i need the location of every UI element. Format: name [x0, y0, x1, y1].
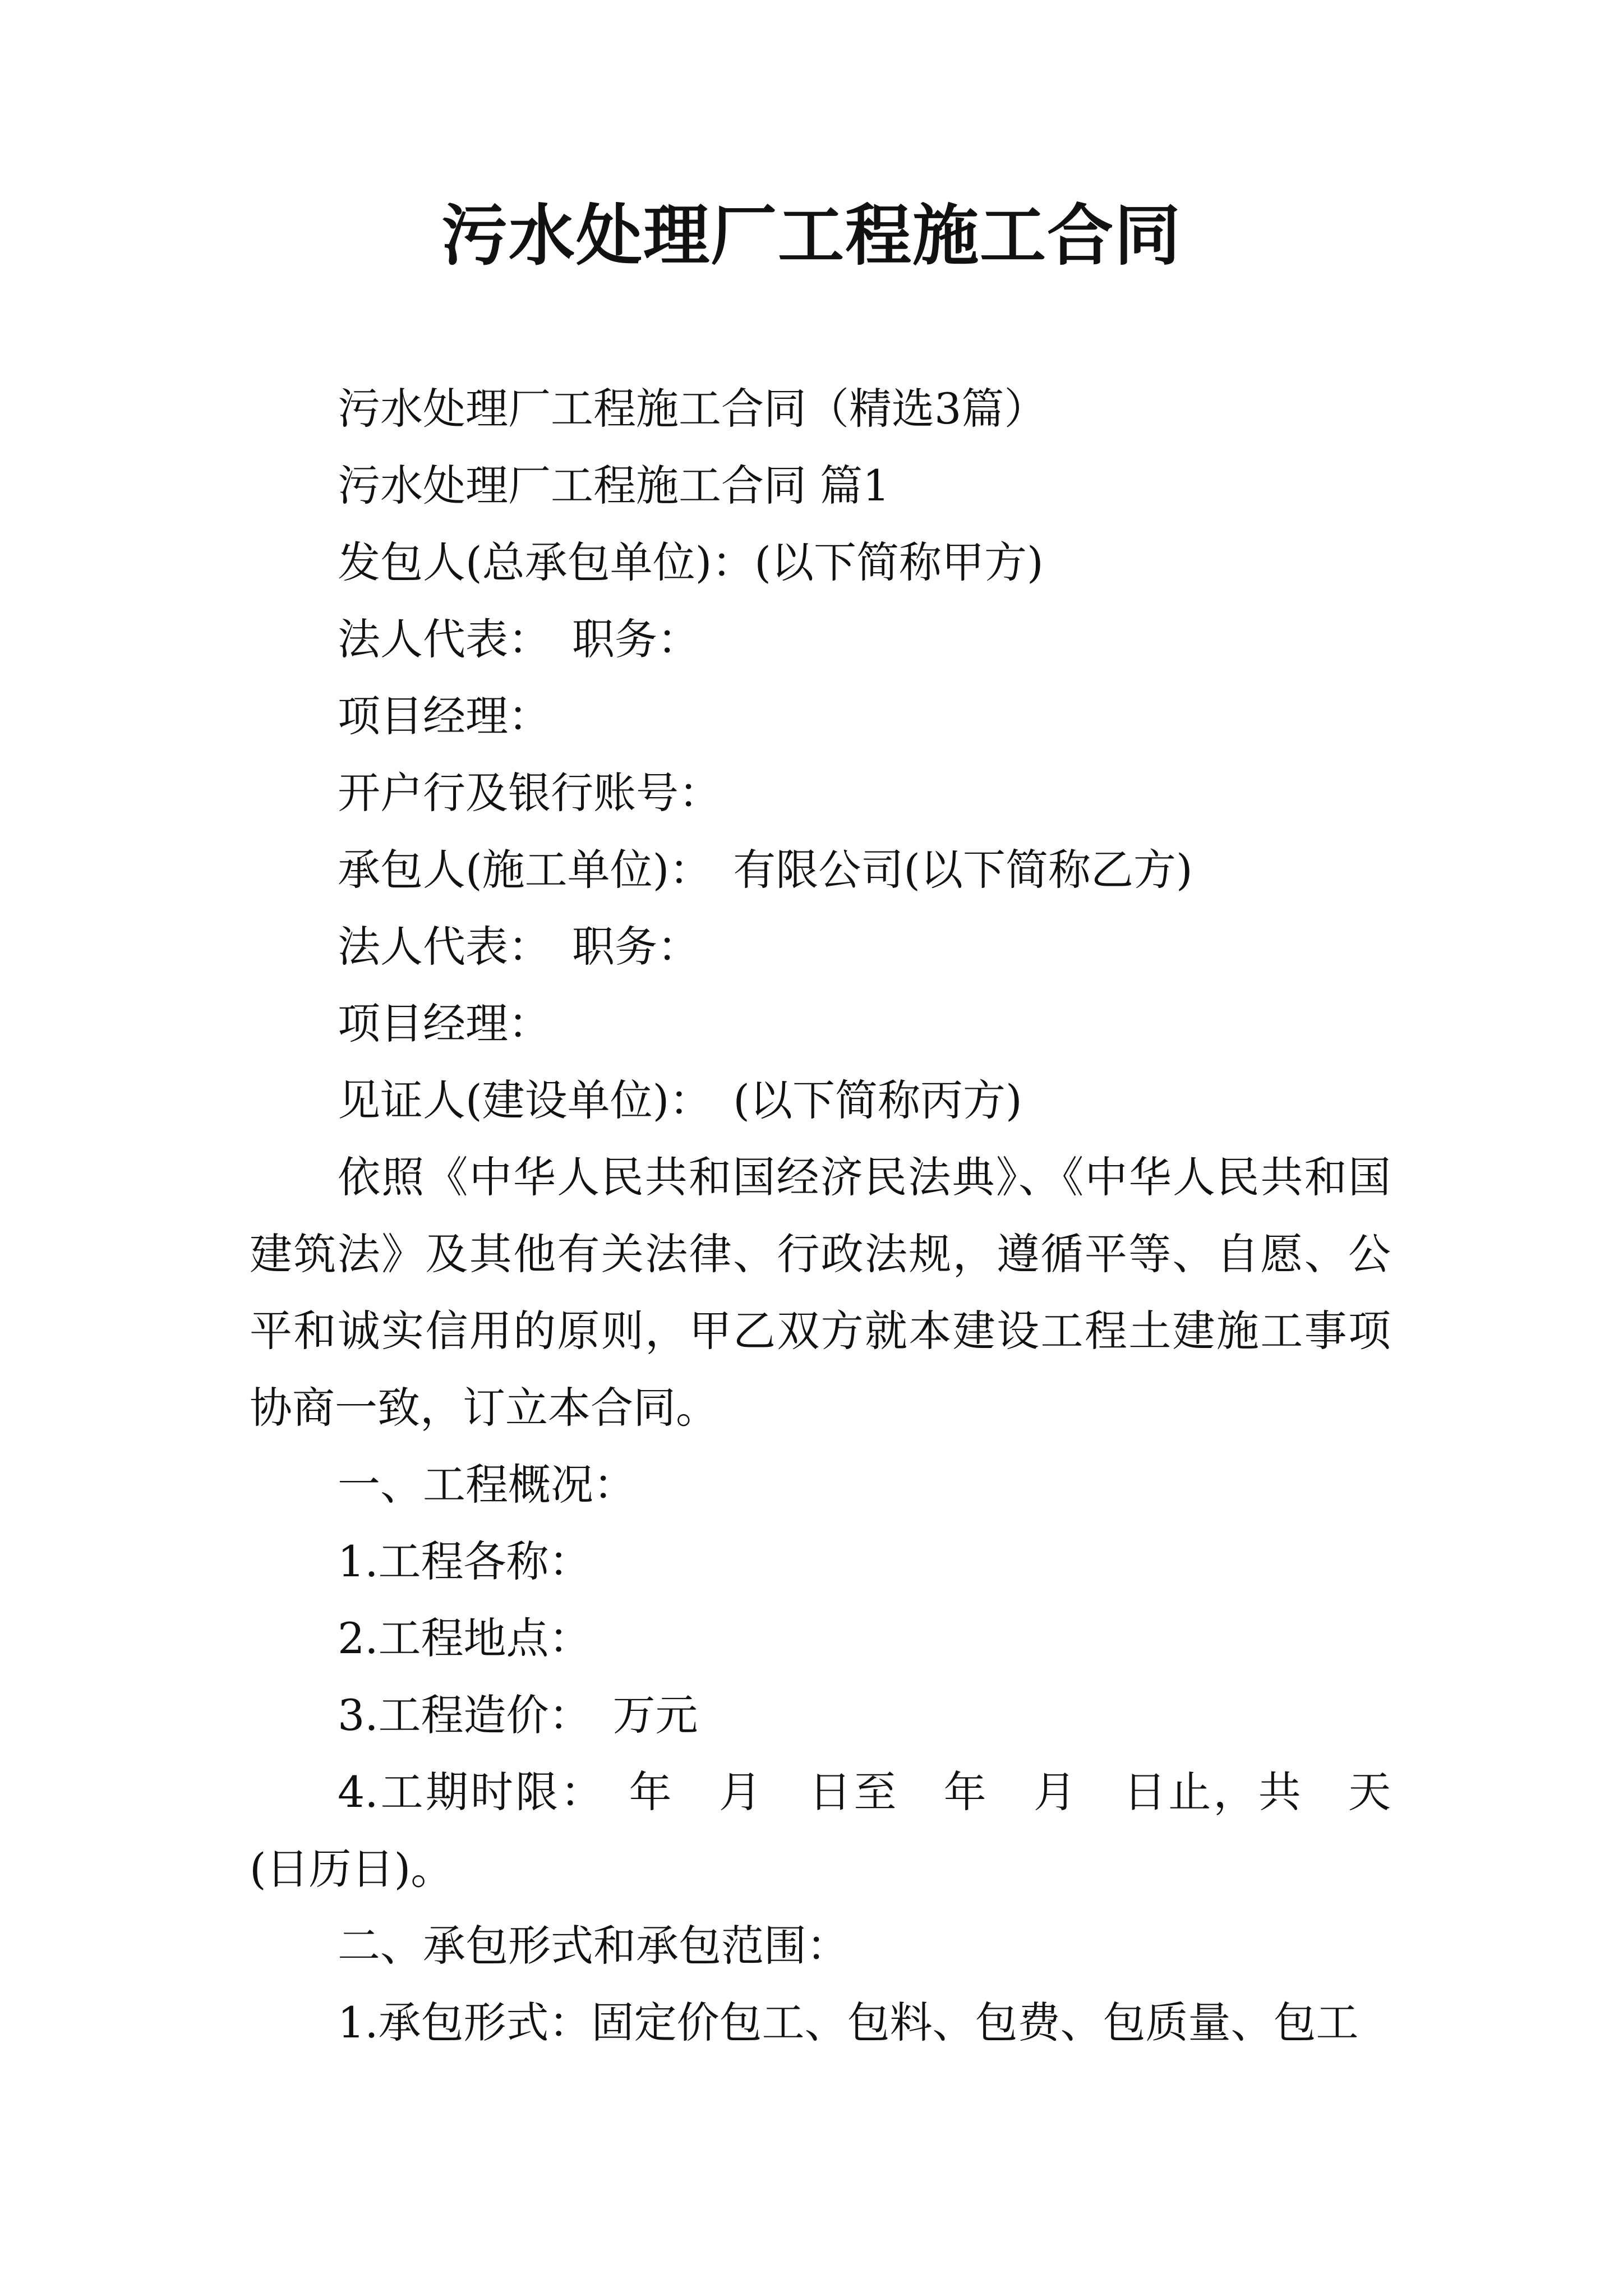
paragraph-party-c: 见证人(建设单位)： (以下简称丙方) — [338, 1075, 1022, 1125]
paragraph-project-location: 2.工程地点： — [338, 1613, 592, 1663]
paragraph-party-b: 承包人(施工单位)： 有限公司(以下简称乙方) — [338, 845, 1193, 895]
paragraph-legal-basis: 依照《中华人民共和国经济民法典》、《中华人民共和国建筑法》及其他有关法律、行政法规，遵循平等、自愿、公平和诚实信用的原则，甲乙双方就本建设工程土建施工事项协商一致，订立本合同。 — [250, 1152, 1391, 1433]
paragraph-project-name: 1.工程各称： — [338, 1536, 592, 1586]
paragraph-section-heading: 污水处理厂工程施工合同 篇1 — [338, 461, 890, 510]
paragraph-section-one: 一、工程概况： — [338, 1460, 636, 1510]
paragraph-contract-form: 1.承包形式：固定价包工、包料、包费、包质量、包工 — [338, 1998, 1359, 2047]
paragraph-party-a-legal-rep: 法人代表： 职务： — [338, 614, 700, 664]
paragraph-party-b-legal-rep: 法人代表： 职务： — [338, 922, 700, 972]
paragraph-party-a: 发包人(总承包单位)：(以下简称甲方) — [338, 537, 1044, 587]
paragraph-party-b-project-manager: 项目经理： — [338, 999, 551, 1048]
document-body — [250, 370, 1391, 2061]
document-title: 污水处理厂工程施工合同 — [441, 196, 1182, 274]
paragraph-party-a-project-manager: 项目经理： — [338, 691, 551, 741]
paragraph-project-cost: 3.工程造价： 万元 — [338, 1690, 698, 1740]
paragraph-party-a-bank: 开户行及银行账号： — [338, 768, 721, 818]
paragraph-section-two: 二、承包形式和承包范围： — [338, 1921, 849, 1971]
paragraph-collection-heading: 污水处理厂工程施工合同（精选3篇） — [338, 384, 1047, 434]
paragraph-project-duration: 4.工期时限： 年 月 日至 年 月 日止，共 天(日历日)。 — [250, 1767, 1391, 1894]
